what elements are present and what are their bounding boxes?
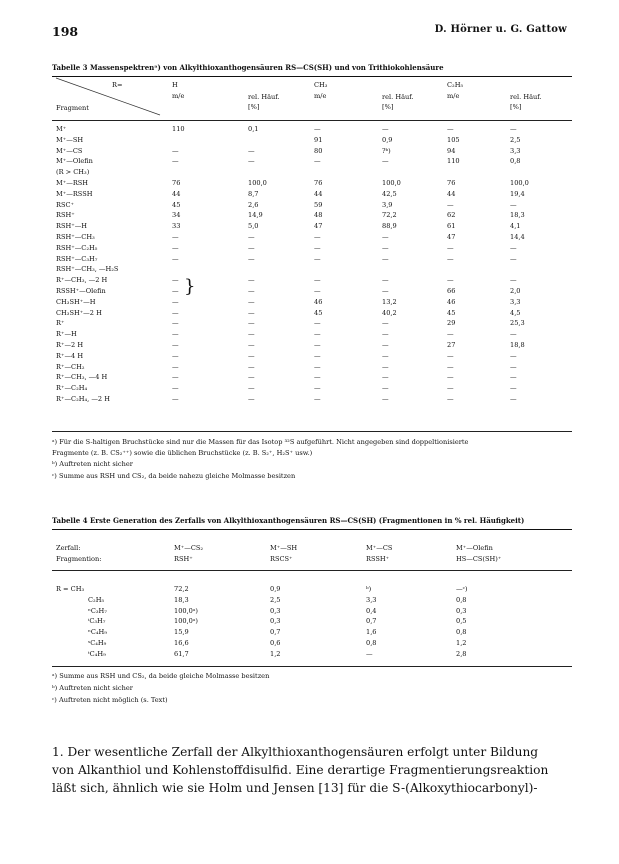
value-cell: — [447,395,454,403]
table3-footnote: ᶜ) Summe aus RSH und CS₂, da beide nahezu gleiche Molmasse besitzen [52,472,296,480]
value-cell: — [510,395,517,403]
value-cell: 48 [314,211,323,220]
table4-caption: Tabelle 4 Erste Generation des Zerfalls von Alkylthioxanthogensäuren RS—CS(SH) (Fragmentionen in % rel. Häufigkeit) [52,516,525,525]
value-cell: —ᶜ) [456,585,468,593]
group-h: H [172,81,178,89]
subhead-me-2: m/e [314,92,327,100]
value-cell: — [172,254,179,263]
table4-top-rule [52,529,572,530]
value-cell: 45 [172,200,181,209]
r-cell: ˢC₄H₉ [88,639,107,647]
t4-head2: RSSH⁺ [366,555,390,563]
value-cell: 25,3 [510,319,525,328]
value-cell: 88,9 [382,222,397,231]
subhead-me-3: m/e [447,92,460,100]
value-cell: 61,7 [174,649,189,658]
r-cell: R = CH₃ [56,585,85,593]
value-cell: — [248,287,255,295]
value-cell: — [382,373,389,382]
value-cell: 5,0 [248,222,259,231]
value-cell: — [248,341,255,349]
body-paragraph [52,743,576,797]
value-cell: — [382,330,389,339]
table4-row [52,638,572,649]
fragment-cell: RSSH⁺—Olefin [56,287,106,295]
value-cell: — [447,384,454,393]
value-cell: — [172,287,179,295]
value-cell: — [314,287,321,295]
value-cell: 100,0ᵃ) [174,617,198,626]
table3-row [52,394,572,405]
table3-row [52,167,572,178]
group-ch3: CH₃ [314,81,328,89]
value-cell: — [382,287,389,295]
fragment-cell: M⁺—SH [56,135,84,144]
value-cell: ?ᵇ) [382,146,391,155]
table4-header-rule [52,570,572,571]
table3-row [52,383,572,394]
value-cell: — [510,373,517,382]
value-cell: — [248,254,255,263]
value-cell: — [314,243,321,252]
value-cell: — [382,384,389,393]
table3-footnote: ᵃ) Für die S-haltigen Bruchstücke sind nur die Massen für das Isotop ³²S aufgeführt. Nicht angegeben sind doppeltionisierte [52,438,469,446]
fragment-cell: RSH⁺—C₂H₅ [56,243,98,252]
r-cell: C₂H₅ [88,595,105,604]
value-cell: 13,2 [382,297,397,306]
value-cell: — [314,341,321,349]
table3-row [52,232,572,243]
value-cell: 59 [314,200,323,209]
value-cell: 8,7 [248,189,259,198]
value-cell: — [314,384,321,393]
value-cell: 27 [447,341,456,349]
table4-row [52,649,572,660]
table3-row [52,362,572,373]
value-cell: — [447,351,454,360]
value-cell: — [447,254,454,263]
table3-header-rule [52,120,572,121]
fragment-cell: R⁺—C₂H₄ [56,384,88,393]
value-cell: — [172,362,179,371]
value-cell: — [382,243,389,252]
value-cell: 42,5 [382,189,397,198]
table3-row [52,178,572,189]
value-cell: — [172,384,179,393]
table3-row [52,254,572,265]
value-cell: 0,9 [382,135,393,144]
table4-footnote: ᵃ) Summe aus RSH und CS₂, da beide gleiche Molmasse besitzen [52,672,270,680]
value-cell: — [248,395,255,403]
fragment-cell: CH₃SH⁺—2 H [56,308,102,317]
value-cell: — [172,341,179,349]
value-cell: — [172,373,179,382]
fragment-cell: M⁺—RSSH [56,189,93,198]
value-cell: 47 [447,233,456,241]
value-cell: 44 [172,189,181,198]
t4-head1: M⁺—SH [270,544,298,552]
value-cell: — [172,319,179,328]
table3-row [52,221,572,232]
running-header [52,24,567,42]
t4-head2: RSCS⁺ [270,555,293,563]
table3-row [52,351,572,362]
value-cell: 91 [314,135,323,144]
t4-head2: HS—CS(SH)⁺ [456,555,502,563]
table3-row [52,308,572,319]
value-cell: 0,3 [270,617,281,626]
value-cell: 0,9 [270,585,281,593]
value-cell: ᵇ) [366,585,372,593]
fragment-cell: R⁺—CH₃, —2 H [56,276,108,285]
table3-row [52,124,572,135]
value-cell: 34 [172,211,181,220]
value-cell: 4,5 [510,308,521,317]
table3-row [52,372,572,383]
value-cell: 0,7 [270,628,281,637]
value-cell: 14,9 [248,211,263,220]
t4-head2: RSH⁺ [174,555,193,563]
value-cell: — [510,330,517,339]
table4-row [52,584,572,595]
value-cell: — [248,319,255,328]
value-cell: 46 [447,297,456,306]
table4-footnote: ᶜ) Auftreten nicht möglich (s. Text) [52,696,168,704]
value-cell: — [382,341,389,349]
r-cell: ᵗC₄H₉ [88,649,106,658]
value-cell: 14,4 [510,233,525,241]
value-cell: 3,9 [382,200,393,209]
subhead-relhauf-3: rel. Häuf. [%] [510,93,542,111]
value-cell: — [172,330,179,339]
value-cell: — [447,373,454,382]
table3-row [52,286,572,297]
value-cell: 0,1 [248,125,259,133]
subhead-relhauf-1: rel. Häuf. [%] [248,93,280,111]
value-cell: — [248,233,255,241]
value-cell: — [248,243,255,252]
row-brace: } [184,276,196,297]
value-cell: — [382,125,389,133]
value-cell: — [314,330,321,339]
value-cell: — [172,233,179,241]
fragment-cell: M⁺—CS [56,146,83,155]
value-cell: — [172,276,179,285]
value-cell: — [510,243,517,252]
value-cell: — [248,297,255,306]
value-cell: — [447,330,454,339]
body-line: läßt sich, ähnlich wie sie Holm und Jensen [13] für die S-(Alkoxythiocarbonyl)- [52,781,538,795]
table3-row [52,243,572,254]
fragment-cell: CH₃SH⁺—H [56,297,96,306]
value-cell: 18,3 [510,211,525,220]
value-cell: — [510,362,517,371]
zerfall-label: Zerfall: [56,544,81,552]
fragment-cell: RSC⁺ [56,200,75,209]
value-cell: 1,2 [456,639,467,647]
value-cell: — [447,200,454,209]
fragment-cell: RSH⁺—CH₃ [56,233,95,241]
table3-row [52,318,572,329]
value-cell: 105 [447,135,460,144]
value-cell: — [314,319,321,328]
table3-row [52,297,572,308]
value-cell: 3,3 [510,297,521,306]
value-cell: 3,3 [510,146,521,155]
value-cell: 72,2 [174,585,189,593]
value-cell: — [248,308,255,317]
value-cell: 62 [447,211,456,220]
fragment-cell: RSH⁺—CH₃, —H₂S [56,265,119,274]
value-cell: 110 [447,157,460,166]
value-cell: 1,2 [270,649,281,658]
fragmention-label: Fragmention: [56,555,102,563]
value-cell: — [382,351,389,360]
value-cell: — [248,384,255,393]
value-cell: 0,8 [456,595,467,604]
table4-bottom-rule [52,666,572,667]
table3-footnote: ᵇ) Auftreten nicht sicher [52,460,133,468]
group-c2h5: C₂H₅ [447,81,464,89]
fragment-cell: R⁺—4 H [56,351,84,360]
value-cell: 15,9 [174,628,189,637]
value-cell: — [248,362,255,371]
value-cell: — [510,276,517,285]
table3-row [52,329,572,340]
table3-row [52,189,572,200]
value-cell: — [382,276,389,285]
value-cell: 45 [447,308,456,317]
value-cell: 18,3 [174,595,189,604]
value-cell: — [510,254,517,263]
value-cell: — [447,125,454,133]
table3-row [52,210,572,221]
fragment-cell: RSH⁺ [56,211,75,220]
value-cell: 29 [447,319,456,328]
value-cell: — [172,395,179,403]
table3-caption: Tabelle 3 Massenspektrenᵃ) von Alkylthioxanthogensäuren RS—CS(SH) und von Trithiokohlensäure [52,63,444,72]
value-cell: 100,0 [382,179,401,187]
value-cell: — [510,200,517,209]
value-cell: 61 [447,222,456,231]
table3-row [52,135,572,146]
value-cell: — [314,233,321,241]
value-cell: — [172,243,179,252]
value-cell: — [314,276,321,285]
t4-head1: M⁺—CS [366,544,393,552]
value-cell: 0,3 [270,606,281,615]
value-cell: — [382,157,389,166]
value-cell: — [172,157,179,166]
value-cell: — [172,146,179,155]
table3-row [52,200,572,211]
value-cell: 0,8 [456,628,467,637]
body-line: 1. Der wesentliche Zerfall der Alkylthioxanthogensäuren erfolgt unter Bildung [52,745,539,759]
value-cell: 0,6 [270,639,281,647]
value-cell: 0,3 [456,606,467,615]
value-cell: 72,2 [382,211,397,220]
value-cell: 47 [314,222,323,231]
value-cell: — [314,125,321,133]
value-cell: — [172,351,179,360]
value-cell: — [172,297,179,306]
value-cell: — [248,276,255,285]
value-cell: — [382,362,389,371]
value-cell: 100,0 [510,179,529,187]
value-cell: — [382,395,389,403]
subhead-me-1: m/e [172,92,185,100]
fragment-cell: (R > CH₃) [56,168,90,177]
fragment-cell: R⁺—H [56,330,77,339]
fragment-cell: M⁺—Olefin [56,157,93,166]
r-cell: ⁿC₄H₉ [88,628,107,637]
value-cell: 2,8 [456,649,467,658]
authors: D. Hörner u. G. Gattow [434,24,567,35]
value-cell: 76 [314,179,323,187]
value-cell: 4,1 [510,222,521,231]
value-cell: — [382,233,389,241]
value-cell: 76 [447,179,456,187]
value-cell: 2,5 [270,595,281,604]
value-cell: 40,2 [382,308,397,317]
value-cell: 44 [314,189,323,198]
t4-head1: M⁺—Olefin [456,544,493,552]
body-line: von Alkanthiol und Kohlenstoffdisulfid. Eine derartige Fragmentierungsreaktion [52,763,549,777]
value-cell: 2,0 [510,287,521,295]
value-cell: — [248,330,255,339]
value-cell: 1,6 [366,628,377,637]
value-cell: — [447,362,454,371]
table4-row [52,606,572,617]
value-cell: 45 [314,308,323,317]
fragment-cell: R⁺—2 H [56,341,84,349]
value-cell: — [248,157,255,166]
fragment-cell: R⁺—CH₂ [56,362,85,371]
value-cell: — [314,395,321,403]
value-cell: 2,5 [510,135,521,144]
fragment-cell: R⁺—CH₃, —4 H [56,373,108,382]
corner-fragment-label: Fragment [56,104,89,112]
value-cell: 110 [172,125,185,133]
value-cell: — [447,243,454,252]
value-cell: 0,7 [366,617,377,626]
fragment-cell: RSH⁺—C₃H₇ [56,254,98,263]
r-cell: ⁱC₃H₇ [88,617,106,626]
value-cell: — [314,362,321,371]
value-cell: 44 [447,189,456,198]
table3-row [52,275,572,286]
table3-row [52,340,572,351]
value-cell: — [510,384,517,393]
table3-row [52,146,572,157]
corner-r-label: R= [112,81,123,89]
value-cell: 3,3 [366,595,377,604]
value-cell: 0,8 [366,639,377,647]
value-cell: 80 [314,146,323,155]
value-cell: 46 [314,297,323,306]
value-cell: 94 [447,146,456,155]
table4-footnote: ᵇ) Auftreten nicht sicher [52,684,133,692]
value-cell: — [382,254,389,263]
fragment-cell: R⁺—C₂H₄, —2 H [56,395,110,403]
value-cell: — [447,276,454,285]
value-cell: 76 [172,179,181,187]
value-cell: — [248,351,255,360]
value-cell: 0,4 [366,606,377,615]
subhead-relhauf-2: rel. Häuf. [%] [382,93,414,111]
value-cell: — [314,351,321,360]
table4-row [52,616,572,627]
fragment-cell: M⁺—RSH [56,179,89,187]
table3-row [52,264,572,275]
fragment-cell: RSH⁺—H [56,222,88,231]
value-cell: — [314,157,321,166]
value-cell: 0,8 [510,157,521,166]
value-cell: — [248,373,255,382]
value-cell: — [510,125,517,133]
value-cell: — [248,146,255,155]
value-cell: — [510,351,517,360]
value-cell: 18,8 [510,341,525,349]
r-cell: ⁿC₃H₇ [88,606,107,615]
value-cell: — [382,319,389,328]
value-cell: — [366,649,373,658]
table4-row [52,627,572,638]
value-cell: 100,0 [248,179,267,187]
table4-row [52,595,572,606]
table3-bottom-rule [52,431,572,432]
fragment-cell: R⁺ [56,319,65,328]
value-cell: 100,0ᵃ) [174,606,198,615]
value-cell: — [314,254,321,263]
value-cell: — [314,373,321,382]
table3-row [52,156,572,167]
value-cell: 0,5 [456,617,467,626]
value-cell: 33 [172,222,181,231]
value-cell: 16,6 [174,639,189,647]
table3-footnote: Fragmente (z. B. CS₂⁺⁺) sowie die üblichen Bruchstücke (z. B. S₂⁺, H₂S⁺ usw.) [52,449,313,457]
fragment-cell: M⁺ [56,125,67,133]
page-number: 198 [52,24,79,39]
value-cell: — [172,308,179,317]
value-cell: 66 [447,287,456,295]
t4-head1: M⁺—CS₂ [174,544,204,552]
value-cell: 19,4 [510,189,525,198]
value-cell: 2,6 [248,200,259,209]
